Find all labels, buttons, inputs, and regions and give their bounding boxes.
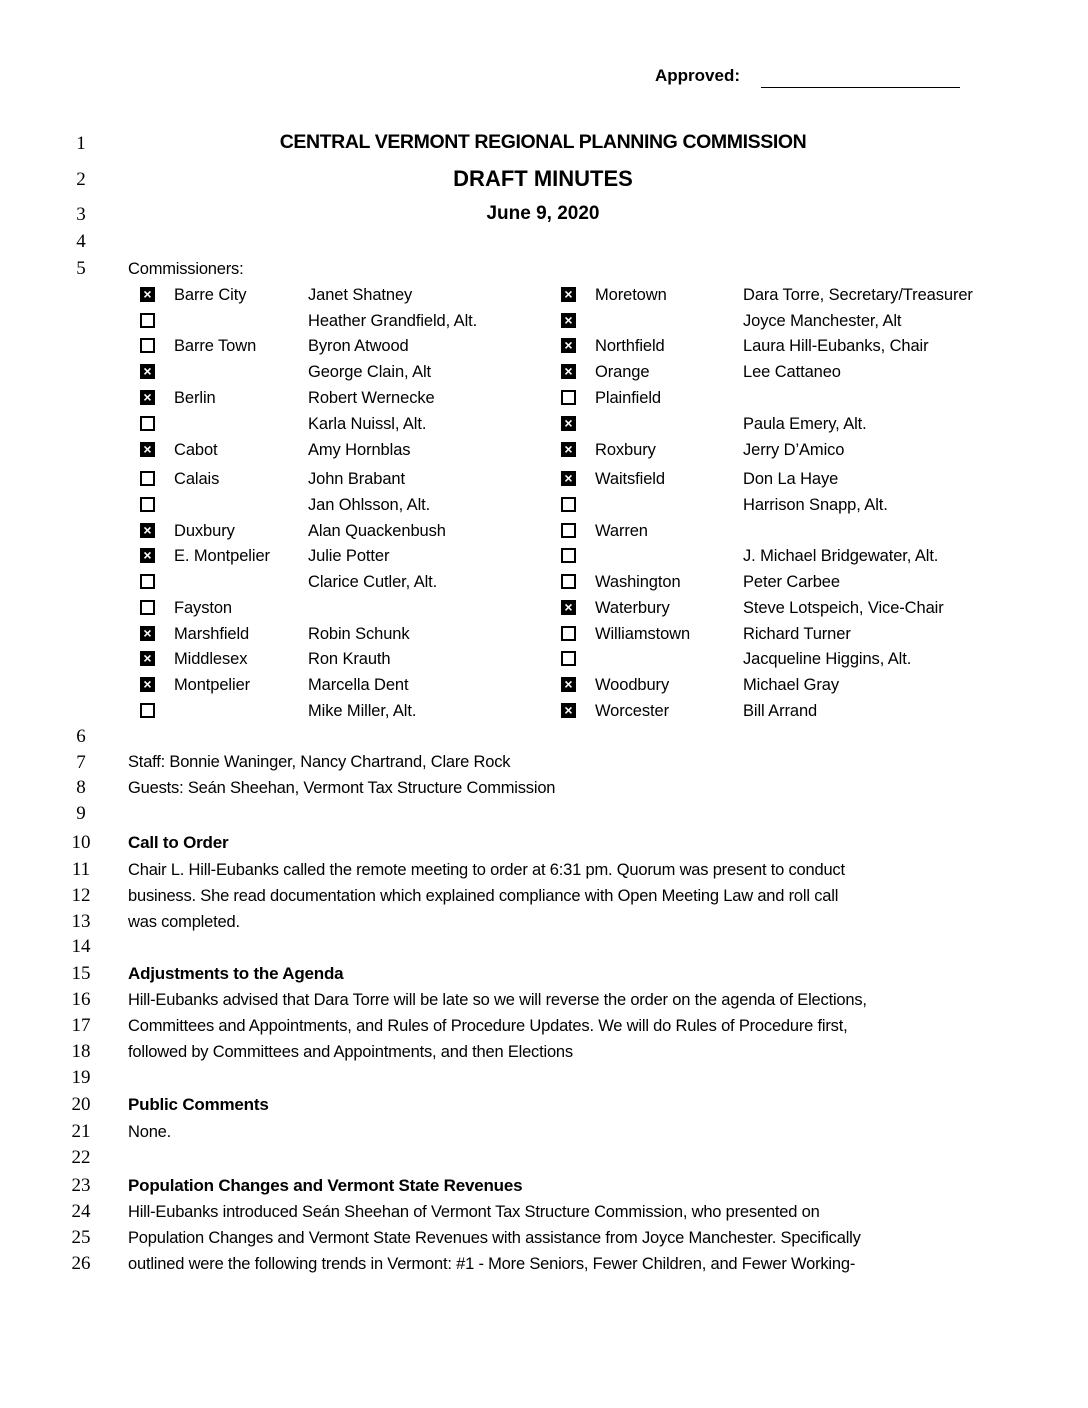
line-number: 1 (76, 133, 86, 154)
unchecked-checkbox-icon (140, 471, 155, 486)
line-number: 3 (76, 204, 86, 225)
commissioner-town: Fayston (174, 599, 232, 617)
unchecked-checkbox-icon (140, 313, 155, 328)
checked-checkbox-icon (140, 548, 155, 563)
line-number: 2 (76, 169, 86, 190)
unchecked-checkbox-icon (140, 338, 155, 353)
commissioner-town: Berlin (174, 389, 216, 407)
commissioner-town: Barre City (174, 286, 247, 304)
line-number: 19 (71, 1067, 91, 1088)
paragraph-line: Population Changes and Vermont State Revenues with assistance from Joyce Manchester. Specifically (128, 1229, 861, 1247)
checked-checkbox-icon (140, 364, 155, 379)
commissioner-town: Middlesex (174, 650, 248, 668)
commissioner-town: Warren (595, 522, 648, 540)
checked-checkbox-icon (140, 287, 155, 302)
checked-checkbox-icon (561, 338, 576, 353)
line-number: 15 (71, 963, 91, 984)
commissioner-town: E. Montpelier (174, 547, 270, 565)
checked-checkbox-icon (140, 626, 155, 641)
unchecked-checkbox-icon (140, 497, 155, 512)
commissioner-town: Cabot (174, 441, 218, 459)
line-number: 21 (71, 1121, 91, 1142)
commissioner-town: Montpelier (174, 676, 251, 694)
commissioner-name: Robert Wernecke (308, 389, 435, 407)
commissioner-name: Jan Ohlsson, Alt. (308, 496, 431, 514)
unchecked-checkbox-icon (561, 651, 576, 666)
commissioner-name: Peter Carbee (743, 573, 840, 591)
commissioner-town: Williamstown (595, 625, 691, 643)
commissioner-town: Calais (174, 470, 220, 488)
checked-checkbox-icon (140, 390, 155, 405)
commissioner-town: Barre Town (174, 337, 257, 355)
line-number: 6 (76, 726, 86, 747)
unchecked-checkbox-icon (561, 497, 576, 512)
section-heading-adjustments: Adjustments to the Agenda (128, 964, 344, 983)
checked-checkbox-icon (140, 677, 155, 692)
paragraph-line: Committees and Appointments, and Rules of Procedure Updates. We will do Rules of Procedure first, (128, 1017, 848, 1035)
checked-checkbox-icon (561, 677, 576, 692)
line-number: 23 (71, 1175, 91, 1196)
commissioner-name: Mike Miller, Alt. (308, 702, 417, 720)
commissioner-town: Orange (595, 363, 650, 381)
checked-checkbox-icon (561, 364, 576, 379)
document-title: DRAFT MINUTES (453, 166, 633, 191)
commissioner-name: Amy Hornblas (308, 441, 411, 459)
line-number: 24 (71, 1201, 91, 1222)
line-number: 17 (71, 1015, 91, 1036)
commissioner-town: Moretown (595, 286, 667, 304)
commissioner-name: Jacqueline Higgins, Alt. (743, 650, 912, 668)
commissioner-name: John Brabant (308, 470, 405, 488)
checked-checkbox-icon (561, 703, 576, 718)
approval-signature-line (761, 87, 960, 88)
commissioner-name: Dara Torre, Secretary/Treasurer (743, 286, 973, 304)
line-number: 20 (71, 1094, 91, 1115)
commissioner-name: Ron Krauth (308, 650, 391, 668)
unchecked-checkbox-icon (140, 416, 155, 431)
checked-checkbox-icon (140, 442, 155, 457)
commissioner-name: Janet Shatney (308, 286, 413, 304)
commissioner-town: Waitsfield (595, 470, 665, 488)
commissioner-name: Harrison Snapp, Alt. (743, 496, 888, 514)
commissioner-name: Joyce Manchester, Alt (743, 312, 902, 330)
staff-line: Staff: Bonnie Waninger, Nancy Chartrand, Clare Rock (128, 753, 511, 771)
meeting-date: June 9, 2020 (486, 203, 600, 224)
unchecked-checkbox-icon (561, 548, 576, 563)
checked-checkbox-icon (561, 471, 576, 486)
unchecked-checkbox-icon (561, 574, 576, 589)
section-heading-call-to-order: Call to Order (128, 833, 229, 852)
commissioner-name: Heather Grandfield, Alt. (308, 312, 478, 330)
paragraph-line: followed by Committees and Appointments, and then Elections (128, 1043, 573, 1061)
commissioner-town: Roxbury (595, 441, 656, 459)
line-number: 16 (71, 989, 91, 1010)
unchecked-checkbox-icon (140, 703, 155, 718)
commissioner-name: Byron Atwood (308, 337, 409, 355)
line-number: 5 (76, 258, 86, 279)
commissioner-town: Washington (595, 573, 681, 591)
commissioner-name: Richard Turner (743, 625, 851, 643)
commissioner-name: Steve Lotspeich, Vice-Chair (743, 599, 944, 617)
commissioner-name: Laura Hill-Eubanks, Chair (743, 337, 929, 355)
commissioner-name: Bill Arrand (743, 702, 818, 720)
approved-label: Approved: (655, 66, 740, 85)
commissioner-name: Michael Gray (743, 676, 839, 694)
paragraph-line: Hill-Eubanks introduced Seán Sheehan of Vermont Tax Structure Commission, who presented on (128, 1203, 820, 1221)
line-number: 12 (71, 885, 91, 906)
guests-line: Guests: Seán Sheehan, Vermont Tax Structure Commission (128, 779, 556, 797)
unchecked-checkbox-icon (561, 523, 576, 538)
commissioner-town: Woodbury (595, 676, 670, 694)
commissioner-name: Marcella Dent (308, 676, 409, 694)
line-number: 22 (71, 1147, 91, 1168)
commissioner-name: Paula Emery, Alt. (743, 415, 867, 433)
commissioner-name: Lee Cattaneo (743, 363, 841, 381)
unchecked-checkbox-icon (561, 390, 576, 405)
commissioner-name: Robin Schunk (308, 625, 410, 643)
unchecked-checkbox-icon (140, 600, 155, 615)
organization-title: CENTRAL VERMONT REGIONAL PLANNING COMMISSION (279, 131, 807, 153)
commissioner-name: Jerry D’Amico (743, 441, 845, 459)
paragraph-line: outlined were the following trends in Vermont: #1 - More Seniors, Fewer Children, and Fewer Working- (128, 1255, 856, 1273)
commissioner-name: J. Michael Bridgewater, Alt. (743, 547, 939, 565)
paragraph-line: was completed. (128, 913, 240, 931)
checked-checkbox-icon (561, 313, 576, 328)
checked-checkbox-icon (561, 442, 576, 457)
line-number: 9 (76, 803, 86, 824)
commissioner-town: Duxbury (174, 522, 235, 540)
checked-checkbox-icon (561, 600, 576, 615)
line-number: 18 (71, 1041, 91, 1062)
commissioner-name: George Clain, Alt (308, 363, 432, 381)
commissioner-town: Worcester (595, 702, 669, 720)
commissioner-town: Marshfield (174, 625, 250, 643)
commissioners-label: Commissioners: (128, 260, 244, 278)
line-number: 14 (71, 936, 91, 957)
commissioner-town: Plainfield (595, 389, 661, 407)
unchecked-checkbox-icon (561, 626, 576, 641)
line-number: 8 (76, 777, 86, 798)
line-number: 7 (76, 752, 86, 773)
section-heading-population: Population Changes and Vermont State Revenues (128, 1176, 523, 1195)
checked-checkbox-icon (561, 287, 576, 302)
checked-checkbox-icon (561, 416, 576, 431)
line-number: 10 (71, 832, 91, 853)
line-number: 13 (71, 911, 91, 932)
commissioner-town: Northfield (595, 337, 665, 355)
line-number: 11 (71, 859, 91, 880)
paragraph-line: business. She read documentation which explained compliance with Open Meeting Law and roll call (128, 887, 839, 905)
commissioner-name: Don La Haye (743, 470, 839, 488)
checked-checkbox-icon (140, 523, 155, 538)
unchecked-checkbox-icon (140, 574, 155, 589)
paragraph-line: Chair L. Hill-Eubanks called the remote meeting to order at 6:31 pm. Quorum was present to conduct (128, 861, 845, 879)
line-number: 25 (71, 1227, 91, 1248)
commissioner-name: Clarice Cutler, Alt. (308, 573, 438, 591)
checked-checkbox-icon (140, 651, 155, 666)
section-heading-public-comments: Public Comments (128, 1095, 269, 1114)
commissioner-name: Alan Quackenbush (308, 522, 446, 540)
commissioner-name: Karla Nuissl, Alt. (308, 415, 427, 433)
commissioner-town: Waterbury (595, 599, 670, 617)
line-number: 26 (71, 1253, 91, 1274)
line-number: 4 (76, 231, 86, 252)
commissioner-name: Julie Potter (308, 547, 390, 565)
paragraph-line: None. (128, 1123, 172, 1141)
paragraph-line: Hill-Eubanks advised that Dara Torre will be late so we will reverse the order on the agenda of Elections, (128, 991, 867, 1009)
